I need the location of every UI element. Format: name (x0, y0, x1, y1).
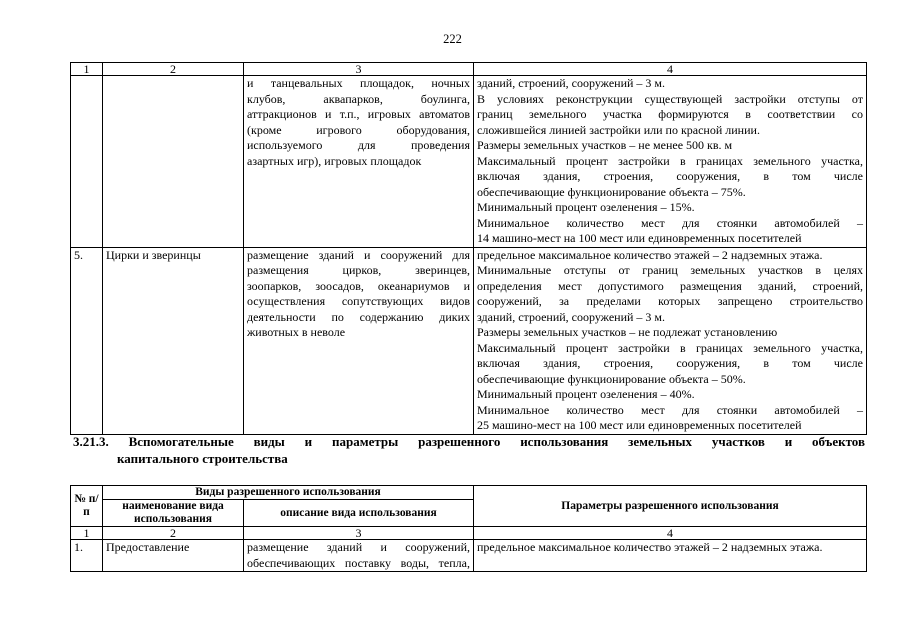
text-line: клубов, аквапарков, боулинга, (247, 91, 470, 106)
permitted-use-table (70, 62, 867, 435)
text-line: деятельности по содержанию диких (247, 309, 470, 324)
text-line: осуществления сопутствующих видов (247, 294, 470, 308)
text-line: зоопарков, зоосадов, океанариумов и (247, 278, 470, 293)
text-line: 25 машино-мест на 100 мест или единовременных посетителей (477, 418, 802, 432)
use-type-name (103, 76, 244, 248)
text-line: размещения цирков, зверинцев, (247, 263, 470, 277)
use-type-description (244, 247, 474, 434)
header-use-description: описание вида использования (244, 500, 474, 527)
use-type-name: Цирки и зверинцы (103, 247, 244, 434)
text-line: Размеры земельных участков – не подлежат установлению (477, 325, 778, 339)
text-line: Размеры земельных участков – не менее 500 кв. м (477, 138, 733, 152)
column-index: 1 (71, 63, 103, 76)
section-heading-line: 3.21.3. Вспомогательные виды и параметры разрешенного использования земельных участков и объектов (73, 434, 865, 449)
text-line: зданий, строений, сооружений – 3 м. (477, 309, 666, 324)
text-line: используемого для проведения (247, 138, 470, 152)
text-line: Минимальное количество мест для стоянки автомобилей – (477, 402, 863, 417)
header-parameters: Параметры разрешенного использования (474, 486, 867, 527)
text-line: обеспечивающие функционирование объекта – 50%. (477, 371, 746, 386)
text-line: и танцевальных площадок, ночных (247, 76, 470, 90)
text-line: животных в неволе (247, 325, 346, 339)
text-line: границ земельного участка формируются в соответствии со (477, 107, 863, 121)
header-row-number: № п/п (71, 486, 103, 527)
text-line: Максимальный процент застройки в границах земельного участка, (477, 153, 863, 168)
use-parameters (474, 540, 867, 572)
use-parameters (474, 247, 867, 434)
text-line: В условиях реконструкции существующей застройки отступы от (477, 91, 863, 106)
text-line: Минимальное количество мест для стоянки автомобилей – (477, 215, 863, 230)
auxiliary-use-table (70, 485, 867, 572)
use-type-description (244, 540, 474, 572)
table-row (71, 540, 867, 572)
row-number (71, 76, 103, 248)
use-type-name: Предоставление (103, 540, 244, 572)
text-line: определения мест допустимого размещения зданий, строений, (477, 278, 863, 293)
table-header-row (71, 486, 867, 500)
row-number: 5. (71, 247, 103, 434)
column-index: 4 (474, 63, 867, 76)
text-line: обеспечивающие функционирование объекта – 75%. (477, 184, 746, 199)
header-use-types: Виды разрешенного использования (103, 486, 474, 500)
text-line: включая здания, строения, сооружения, в том числе (477, 356, 863, 370)
text-line: сложившейся линией застройки или по красной линии. (477, 122, 760, 137)
text-line: предельное максимальное количество этажей – 2 надземных этажа. (477, 247, 823, 262)
text-line: зданий, строений, сооружений – 3 м. (477, 76, 666, 90)
column-index: 1 (71, 527, 103, 540)
table-row (71, 247, 867, 434)
column-index: 2 (103, 527, 244, 540)
column-index-row (71, 63, 867, 76)
text-line: предельное максимальное количество этажей – 2 надземных этажа. (477, 540, 823, 554)
section-heading (73, 433, 865, 467)
text-line: (кроме игрового оборудования, (247, 122, 470, 137)
text-line: включая здания, строения, сооружения, в том числе (477, 169, 863, 183)
text-line: Максимальный процент застройки в границах земельного участка, (477, 340, 863, 355)
use-parameters (474, 76, 867, 248)
column-index: 3 (244, 527, 474, 540)
column-index: 3 (244, 63, 474, 76)
use-type-description (244, 76, 474, 248)
text-line: размещение зданий и сооружений для (247, 247, 470, 262)
header-use-name: наименование вида использования (103, 500, 244, 527)
page-number: 222 (443, 32, 462, 46)
text-line: 14 машино-мест на 100 мест или единовременных посетителей (477, 231, 802, 245)
text-line: Минимальный процент озеленения – 40%. (477, 387, 695, 401)
text-line: аттракционов и т.п., игровых автоматов (247, 107, 470, 121)
column-index: 2 (103, 63, 244, 76)
text-line: обеспечивающих поставку воды, тепла, (247, 555, 470, 570)
table-row (71, 76, 867, 248)
column-index-row (71, 527, 867, 540)
text-line: Минимальные отступы от границ земельных участков в целях (477, 263, 863, 277)
column-index: 4 (474, 527, 867, 540)
text-line: азартных игр), игровых площадок (247, 153, 422, 168)
section-heading-line: капитального строительства (117, 451, 288, 466)
text-line: сооружений, за пределами которых запрещено строительство (477, 294, 863, 308)
text-line: размещение зданий и сооружений, (247, 540, 470, 554)
text-line: Минимальный процент озеленения – 15%. (477, 200, 695, 214)
row-number: 1. (71, 540, 103, 572)
